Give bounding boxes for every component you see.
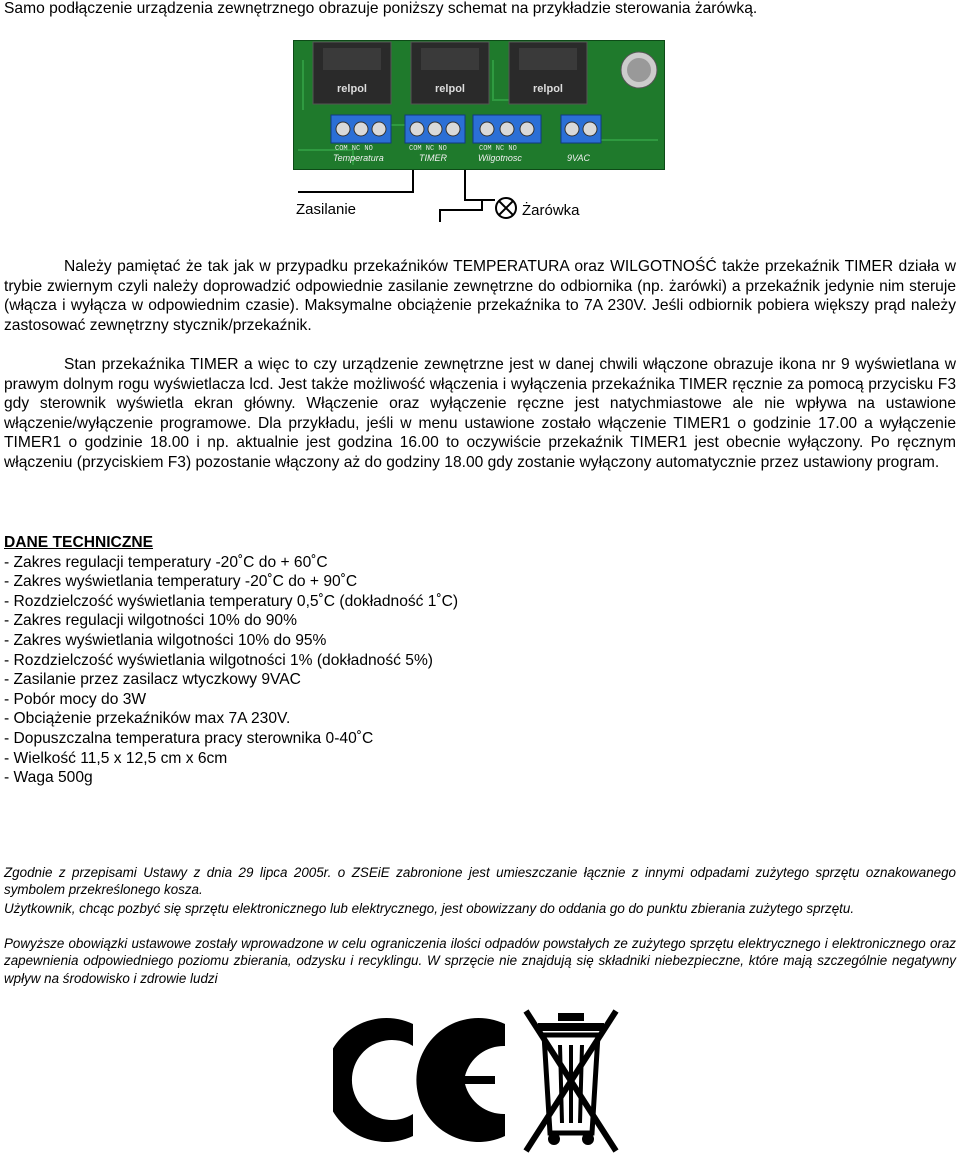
lamp-symbol — [496, 198, 516, 218]
spec-item: - Zasilanie przez zasilacz wtyczkowy 9VAC — [4, 671, 301, 689]
terminal-wilgotnosc — [473, 115, 541, 143]
legal-text-1: Zgodnie z przepisami Ustawy z dnia 29 lipca 2005r. o ZSEiE zabronione jest umieszczanie łącznie z innymi odpadami zużytego sprzętu oznakowanego symbolem przekreślonego kosza. — [4, 865, 956, 898]
svg-text:relpol: relpol — [533, 83, 563, 95]
label-zarowka: Żarówka — [522, 202, 580, 219]
wire-supply-2 — [440, 170, 482, 222]
svg-text:COM NC NO: COM NC NO — [479, 145, 517, 153]
spec-item: - Obciążenie przekaźników max 7A 230V. — [4, 710, 291, 728]
relay-3 — [509, 42, 587, 104]
spec-item: - Zakres regulacji temperatury -20˚C do + 60˚C — [4, 553, 328, 571]
paragraph-relay-info: Należy pamiętać że tak jak w przypadku przekaźników TEMPERATURA oraz WILGOTNOŚĆ także przekaźnik TIMER działa w trybie zwiernym czyli należy doprowadzić odpowiednie zasilanie zewnętrzne do odbiornika (np. żarówki) a przekaźnik jedynie nim steruje (włącza i wyłącza w odpowiednim czasie). Maksymalne obciążenie przekaźnika to 7A 230V. Jeśli odbiornik pobiera większy prąd należy zastosować zewnętrzny stycznik/przekaźnik. — [4, 258, 956, 334]
spec-item: - Waga 500g — [4, 769, 93, 787]
technical-data-title: DANE TECHNICZNE — [4, 534, 154, 551]
label-wilgotnosc: Wilgotnosc — [478, 153, 522, 163]
wire-supply-1 — [298, 170, 413, 192]
terminal-temperatura — [331, 115, 391, 143]
spec-item: - Pobór mocy do 3W — [4, 690, 147, 708]
svg-text:relpol: relpol — [337, 83, 367, 95]
relay-board-image — [293, 40, 665, 170]
svg-text:COM NC NO: COM NC NO — [409, 145, 447, 153]
legal-text-3: Powyższe obowiązki ustawowe zostały wprowadzone w celu ograniczenia ilości odpadów powstałych ze zużytego sprzętu elektrycznego i elektronicznego oraz zapewnienia odpowiedniego poziomu zbierania, odzysku i recyklingu. W sprzęcie nie znajdują się składniki niebezpieczne, które mają szczególnie negatywny wpływ na środowisko i zdrowie ludzi — [4, 936, 956, 986]
legal-text-2: Użytkownik, chcąc pozbyć się sprzętu elektronicznego lub elektrycznego, jest obowizzany do oddania go do punktu zbierania zużytego sprzętu. — [4, 901, 855, 916]
spec-item: - Rozdzielczość wyświetlania wilgotności 1% (dokładność 5%) — [4, 651, 434, 669]
crossed-out-bin-icon — [520, 1005, 622, 1155]
terminal-9vac — [561, 115, 601, 143]
relay-1 — [313, 42, 391, 104]
relay-2 — [411, 42, 489, 104]
capacitor — [621, 52, 657, 88]
label-temperatura: Temperatura — [333, 153, 384, 163]
paragraph-timer-info: Stan przekaźnika TIMER a więc to czy urządzenie zewnętrzne jest w danej chwili włączone obrazuje ikona nr 9 wyświetlana w prawym dolnym rogu wyświetlacza lcd. Jest także możliwość włączenia i wyłączenia przekaźnika TIMER ręcznie za pomocą przycisku F3 gdy sterownik wyświetla ekran główny. Włączenie oraz wyłączenie ręczne jest natychmiastowe ale nie wpływa na ustawione włączenie/wyłączenie programowe. Dla przykładu, jeśli w menu ustawione zostało włączenie TIMER1 o godzinie 17.00 a wyłączenie TIMER1 o godzinie 18.00 i np. aktualnie jest godzina 16.00 to oczywiście przekaźnik TIMER1 jest obecnie wyłączony. Po ręcznym włączeniu (przyciskiem F3) pozostanie włączony aż do godziny 18.00 gdy zostanie wyłączony automatycznie przez ustawiony program. — [4, 356, 956, 471]
spec-item: - Wielkość 11,5 x 12,5 cm x 6cm — [4, 749, 228, 767]
spec-item: - Zakres regulacji wilgotności 10% do 90% — [4, 612, 297, 630]
terminal-timer — [405, 115, 465, 143]
label-zasilanie: Zasilanie — [296, 201, 357, 218]
spec-item: - Dopuszczalna temperatura pracy sterownika 0-40˚C — [4, 729, 374, 747]
spec-item: - Zakres wyświetlania temperatury -20˚C do + 90˚C — [4, 573, 358, 591]
svg-text:COM NC NO: COM NC NO — [335, 145, 373, 153]
label-timer: TIMER — [419, 153, 447, 163]
intro-text: Samo podłączenie urządzenia zewnętrznego obrazuje poniższy schemat na przykładzie sterowania żarówką. — [4, 0, 758, 17]
spec-item: - Rozdzielczość wyświetlania temperatury 0,5˚C (dokładność 1˚C) — [4, 592, 459, 610]
ce-mark-icon — [333, 1010, 509, 1150]
technical-data — [4, 533, 458, 788]
label-9vac: 9VAC — [567, 153, 591, 163]
wiring-diagram — [290, 170, 610, 222]
spec-item: - Zakres wyświetlania wilgotności 10% do 95% — [4, 631, 327, 649]
svg-text:relpol: relpol — [435, 83, 465, 95]
